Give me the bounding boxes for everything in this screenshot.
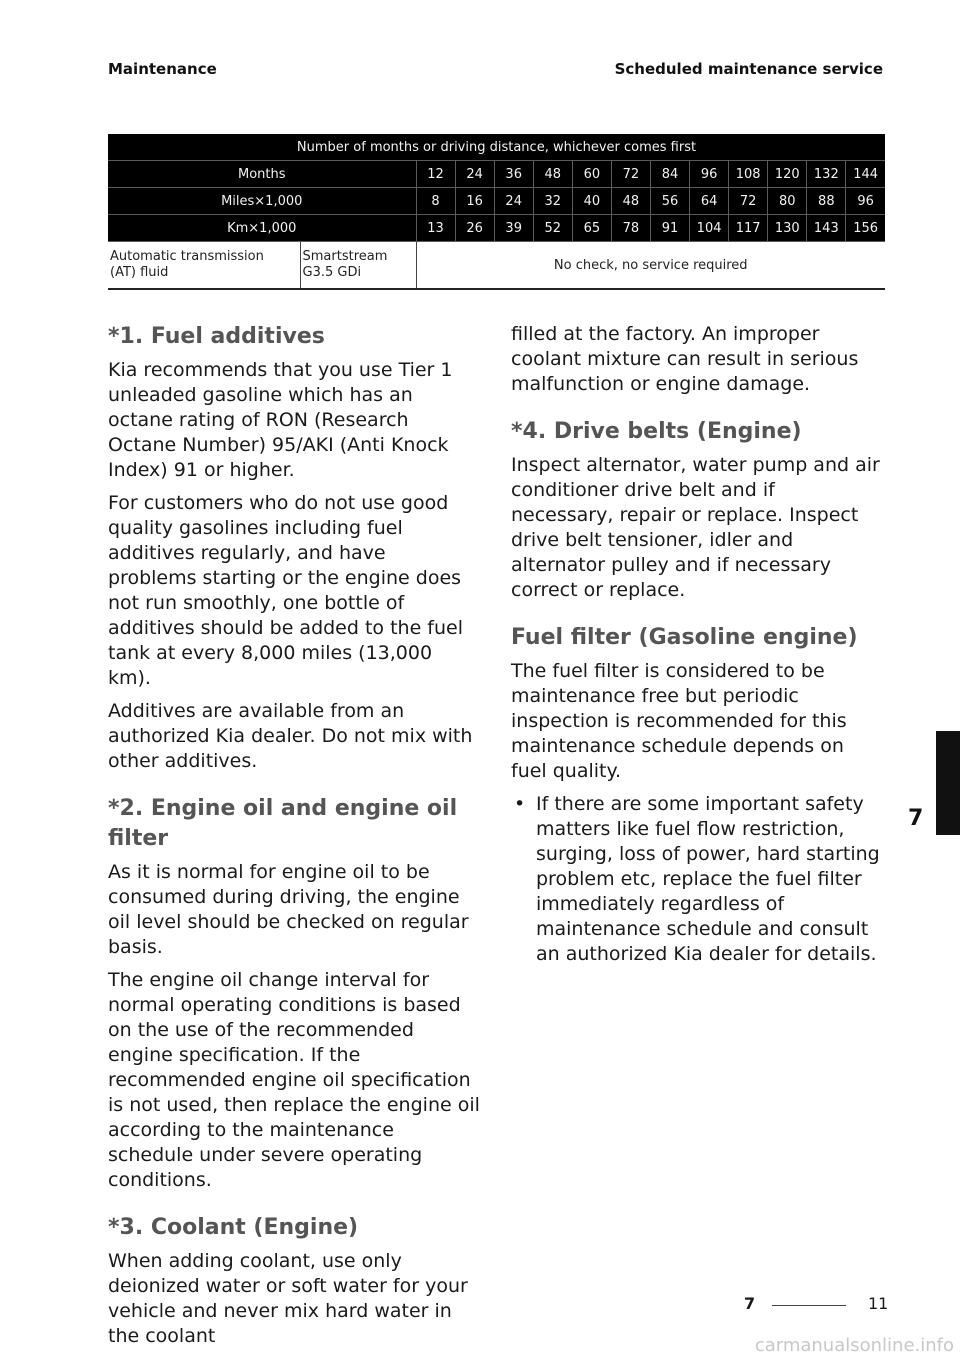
table-cell: 8 [416, 188, 455, 215]
table-cell: 96 [846, 188, 885, 215]
table-cell: 84 [650, 161, 689, 188]
table-cell: 132 [807, 161, 846, 188]
section-coolant-continued [511, 322, 883, 397]
item-name-line: Automatic transmission [110, 249, 264, 264]
table-cell: 104 [690, 215, 729, 242]
chapter-thumb-tab [936, 731, 960, 835]
table-cell: 56 [650, 188, 689, 215]
right-column [511, 322, 883, 987]
section-title: Fuel filter (Gasoline engine) [511, 625, 858, 650]
watermark: carmanualsonline.info [754, 1335, 954, 1356]
table-cell: 120 [768, 161, 807, 188]
section-fuel-filter [511, 623, 883, 967]
bullet-icon: • [514, 793, 526, 815]
section-title: *4. Drive belts (Engine) [511, 419, 802, 444]
table-cell: 24 [455, 161, 494, 188]
table-cell: 52 [533, 215, 572, 242]
item-name-line: (AT) fluid [110, 265, 169, 280]
paragraph: When adding coolant, use only deionized water or soft water for your vehicle and never mix hard water in the coolant [108, 1250, 468, 1347]
section-drive-belts [511, 417, 883, 603]
left-column [108, 322, 480, 1369]
paragraph: Additives are available from an authorized Kia dealer. Do not mix with other additives. [108, 700, 473, 772]
table-row-months [108, 161, 885, 188]
row-label: Km×1,000 [108, 215, 416, 242]
running-header-topic: Scheduled maintenance service [614, 60, 883, 78]
paragraph: Inspect alternator, water pump and air conditioner drive belt and if necessary, repair or replace. Inspect drive belt tensioner, idler and alternator pulley and if necessary correct or replace. [511, 454, 880, 601]
section-coolant [108, 1213, 480, 1349]
section-title: *3. Coolant (Engine) [108, 1215, 359, 1240]
table-cell: 72 [611, 161, 650, 188]
bullet-list [511, 792, 883, 967]
table-cell: 144 [846, 161, 885, 188]
table-cell: 12 [416, 161, 455, 188]
section-title: *1. Fuel additives [108, 324, 325, 349]
running-header-section: Maintenance [108, 60, 217, 78]
bullet-item [511, 792, 883, 967]
table-cell: 40 [572, 188, 611, 215]
paragraph: Kia recommends that you use Tier 1 unleaded gasoline which has an octane rating of RON (Research Octane Number) 95/AKI (Anti Knock Index) 91 or higher. [108, 359, 453, 481]
footer-chapter: 7 [744, 1294, 756, 1313]
table-cell: 64 [690, 188, 729, 215]
table-cell: 32 [533, 188, 572, 215]
row-label: Months [108, 161, 416, 188]
table-cell: 78 [611, 215, 650, 242]
paragraph: For customers who do not use good quality gasolines including fuel additives regularly, and have problems starting or the engine does not run smoothly, one bottle of additives should be added to the fuel tank at every 8,000 miles (13,000 km). [108, 492, 464, 689]
table-cell: 13 [416, 215, 455, 242]
table-cell: 24 [494, 188, 533, 215]
table-cell: 26 [455, 215, 494, 242]
table-row-at-fluid [108, 242, 885, 290]
table-cell: 130 [768, 215, 807, 242]
paragraph: The fuel filter is considered to be maintenance free but periodic inspection is recommended for this maintenance schedule depends on fuel quality. [511, 660, 847, 782]
section-title: *2. Engine oil and engine oil filter [108, 796, 458, 851]
table-cell: 80 [768, 188, 807, 215]
table-cell: 108 [729, 161, 768, 188]
maintenance-schedule-table [108, 134, 885, 290]
table-cell: 65 [572, 215, 611, 242]
table-cell: 143 [807, 215, 846, 242]
engine-line: G3.5 GDi [302, 265, 362, 280]
footer-divider [772, 1305, 846, 1306]
table-cell: 60 [572, 161, 611, 188]
section-engine-oil [108, 794, 480, 1193]
table-cell: 91 [650, 215, 689, 242]
engine-cell [300, 242, 416, 290]
footer-page-number: 11 [868, 1294, 889, 1313]
table-cell: 88 [807, 188, 846, 215]
paragraph: As it is normal for engine oil to be consumed during driving, the engine oil level should be checked on regular basis. [108, 861, 469, 958]
table-title: Number of months or driving distance, whichever comes first [108, 134, 885, 161]
engine-line: Smartstream [302, 249, 388, 264]
chapter-tab-number: 7 [908, 806, 924, 831]
table-cell: 117 [729, 215, 768, 242]
table-cell: 16 [455, 188, 494, 215]
table-row-miles [108, 188, 885, 215]
table-cell: 72 [729, 188, 768, 215]
table-cell: 39 [494, 215, 533, 242]
table-row-km [108, 215, 885, 242]
table-cell: 96 [690, 161, 729, 188]
bullet-text: If there are some important safety matters like fuel flow restriction, surging, loss of power, hard starting problem etc, replace the fuel filter immediately regardless of maintenance schedule and consult an authorized Kia dealer for details. [536, 793, 880, 965]
table-cell: 48 [611, 188, 650, 215]
paragraph: The engine oil change interval for normal operating conditions is based on the use of the recommended engine specification. If the recommended engine oil specification is not used, then replace the engine oil according to the maintenance schedule under severe operating conditions. [108, 969, 480, 1191]
section-fuel-additives [108, 322, 480, 774]
table-cell: 156 [846, 215, 885, 242]
row-label: Miles×1,000 [108, 188, 416, 215]
item-name-cell [108, 242, 300, 290]
table-cell: 48 [533, 161, 572, 188]
service-note: No check, no service required [416, 242, 885, 290]
table-cell: 36 [494, 161, 533, 188]
paragraph: filled at the factory. An improper coolant mixture can result in serious malfunction or engine damage. [511, 323, 859, 395]
